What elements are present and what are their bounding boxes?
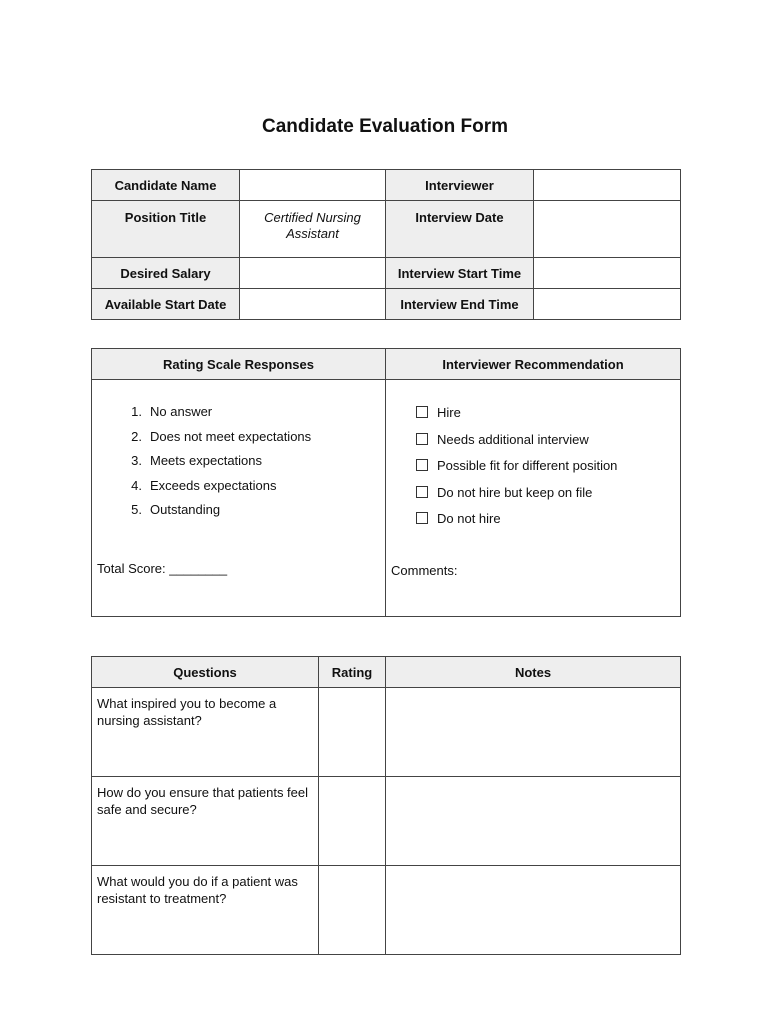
rating-field[interactable] xyxy=(319,777,386,866)
position-title-label: Position Title xyxy=(92,201,240,258)
checkbox-icon[interactable] xyxy=(416,512,428,524)
interviewer-field[interactable] xyxy=(534,170,681,201)
rating-field[interactable] xyxy=(319,866,386,955)
rating-scale-cell xyxy=(92,380,386,617)
option-label: Do not hire but keep on file xyxy=(437,484,593,500)
checkbox-icon[interactable] xyxy=(416,459,428,471)
form-title: Candidate Evaluation Form xyxy=(262,116,508,137)
rating-header: Rating xyxy=(319,657,386,688)
question-row xyxy=(92,777,681,866)
questions-header: Questions xyxy=(92,657,319,688)
rating-scale-number: 2. xyxy=(131,428,142,444)
interview-end-time-label: Interview End Time xyxy=(386,289,534,320)
recommendation-options xyxy=(416,405,617,538)
recommendation-header: Interviewer Recommendation xyxy=(386,349,681,380)
option-label: Do not hire xyxy=(437,511,501,527)
rating-scale-number: 1. xyxy=(131,404,142,419)
question-row xyxy=(92,688,681,777)
recommendation-option-do-not-hire[interactable] xyxy=(416,511,617,538)
rating-scale-item xyxy=(120,478,311,503)
interviewer-label: Interviewer xyxy=(386,170,534,201)
position-title-field[interactable]: Certified Nursing Assistant xyxy=(240,201,386,258)
questions-table xyxy=(91,656,681,955)
rating-scale-label: Outstanding xyxy=(150,502,221,517)
interview-date-field[interactable] xyxy=(534,201,681,258)
checkbox-icon[interactable] xyxy=(416,486,428,498)
recommendation-option-hire[interactable] xyxy=(416,405,617,432)
candidate-info-table xyxy=(91,169,681,320)
rating-scale-item xyxy=(120,453,311,478)
recommendation-option-different-position[interactable] xyxy=(416,458,617,485)
rating-recommendation-table xyxy=(91,348,681,617)
option-label: Needs additional interview xyxy=(437,431,589,447)
notes-field[interactable] xyxy=(386,866,681,955)
rating-scale-number: 5. xyxy=(131,502,142,517)
recommendation-option-keep-on-file[interactable] xyxy=(416,485,617,512)
rating-scale-label: Meets expectations xyxy=(150,453,263,468)
rating-scale-list xyxy=(120,404,311,527)
candidate-name-label: Candidate Name xyxy=(92,170,240,201)
rating-scale-number: 3. xyxy=(131,453,142,468)
rating-scale-item xyxy=(120,502,311,527)
notes-field[interactable] xyxy=(386,688,681,777)
desired-salary-label: Desired Salary xyxy=(92,258,240,289)
interview-start-time-field[interactable] xyxy=(534,258,681,289)
question-text: What inspired you to become a nursing assistant? xyxy=(92,688,319,777)
interview-end-time-field[interactable] xyxy=(534,289,681,320)
checkbox-icon[interactable] xyxy=(416,406,428,418)
recommendation-cell xyxy=(386,380,681,617)
candidate-name-field[interactable] xyxy=(240,170,386,201)
option-label: Hire xyxy=(437,405,461,420)
available-start-date-label: Available Start Date xyxy=(92,289,240,320)
notes-field[interactable] xyxy=(386,777,681,866)
question-text: How do you ensure that patients feel safe and secure? xyxy=(92,777,319,866)
checkbox-icon[interactable] xyxy=(416,433,428,445)
question-row xyxy=(92,866,681,955)
interview-start-time-label: Interview Start Time xyxy=(386,258,534,289)
desired-salary-field[interactable] xyxy=(240,258,386,289)
rating-scale-header: Rating Scale Responses xyxy=(92,349,386,380)
rating-scale-label: No answer xyxy=(150,404,213,419)
rating-scale-label: Does not meet expectations xyxy=(150,428,312,444)
rating-scale-number: 4. xyxy=(131,477,142,493)
total-score-field[interactable]: Total Score: ________ xyxy=(97,561,228,576)
rating-field[interactable] xyxy=(319,688,386,777)
rating-scale-item xyxy=(120,429,311,454)
available-start-date-field[interactable] xyxy=(240,289,386,320)
question-text: What would you do if a patient was resistant to treatment? xyxy=(92,866,319,955)
option-label: Possible fit for different position xyxy=(437,458,618,474)
comments-label: Comments: xyxy=(391,563,458,578)
notes-header: Notes xyxy=(386,657,681,688)
recommendation-option-additional-interview[interactable] xyxy=(416,432,617,459)
rating-scale-item xyxy=(120,404,311,429)
rating-scale-label: Exceeds expectations xyxy=(150,477,277,493)
interview-date-label: Interview Date xyxy=(386,201,534,258)
